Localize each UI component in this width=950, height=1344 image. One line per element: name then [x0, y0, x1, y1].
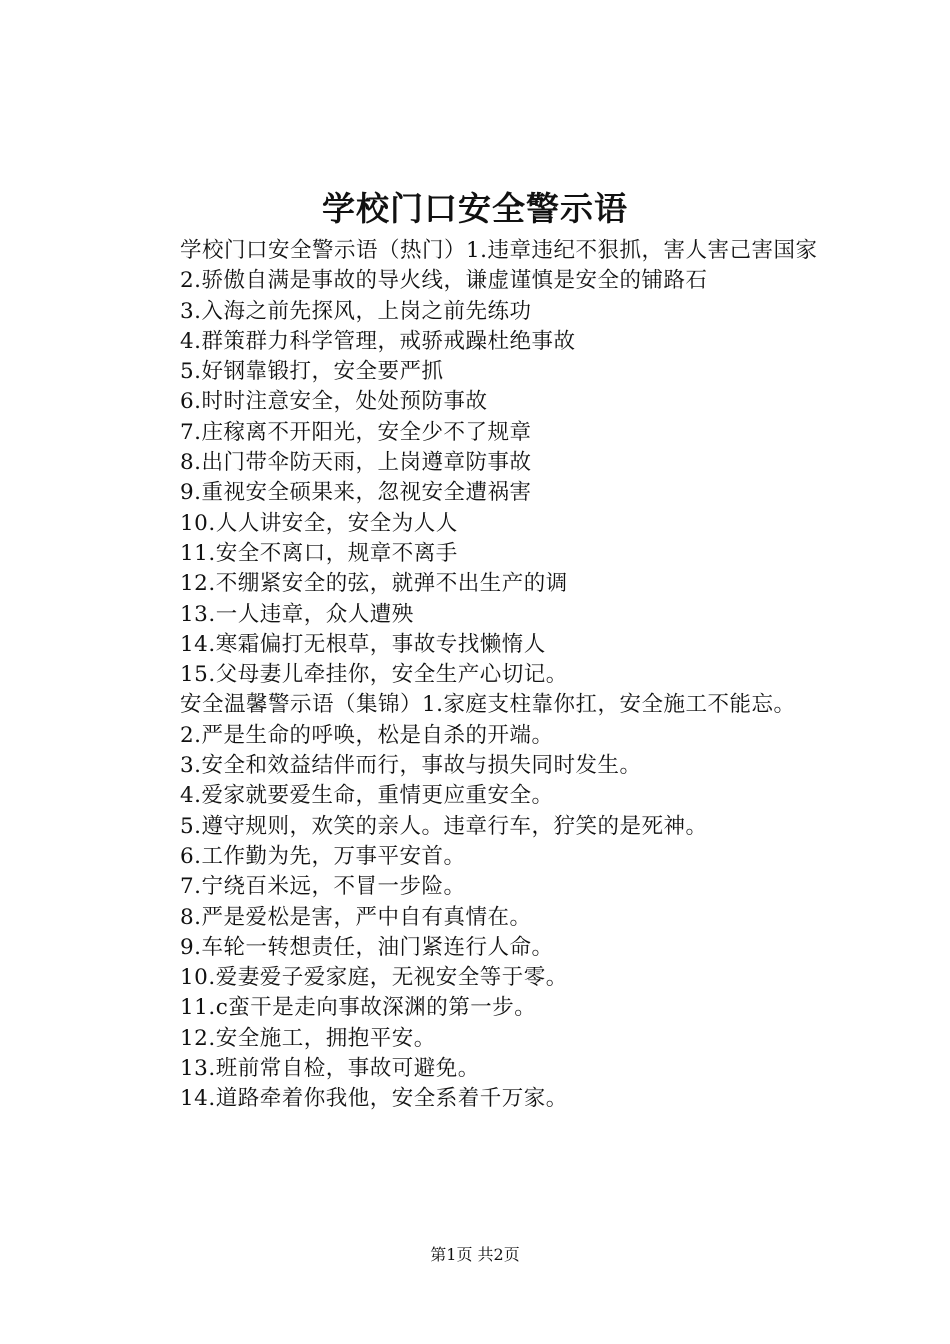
paragraph: 9.车轮一转想责任，油门紧连行人命。	[180, 934, 554, 960]
paragraph: 8.出门带伞防天雨，上岗遵章防事故	[180, 450, 532, 476]
document-title: 学校门口安全警示语	[322, 189, 628, 228]
paragraph: 3.入海之前先探风，上岗之前先练功	[180, 298, 532, 324]
paragraph: 6.时时注意安全，处处预防事故	[180, 389, 488, 415]
paragraph: 11.c蛮干是走向事故深渊的第一步。	[180, 995, 537, 1021]
paragraph: 14.道路牵着你我他，安全系着千万家。	[180, 1086, 568, 1112]
paragraph: 10.爱妻爱子爱家庭，无视安全等于零。	[180, 965, 568, 991]
paragraph: 2.严是生命的呼唤，松是自杀的开端。	[180, 722, 554, 748]
paragraph: 11.安全不离口，规章不离手	[180, 540, 458, 566]
paragraph: 5.好钢靠锻打，安全要严抓	[180, 359, 444, 385]
paragraph: 13.班前常自检，事故可避免。	[180, 1056, 480, 1082]
paragraph: 10.人人讲安全，安全为人人	[180, 510, 458, 536]
paragraph: 7.庄稼离不开阳光，安全少不了规章	[180, 419, 532, 445]
paragraph: 15.父母妻儿牵挂你，安全生产心切记。	[180, 662, 568, 688]
paragraph: 13.一人违章，众人遭殃	[180, 601, 414, 627]
paragraph: 8.严是爱松是害，严中自有真情在。	[180, 904, 532, 930]
paragraph: 4.群策群力科学管理，戒骄戒躁杜绝事故	[180, 328, 576, 354]
paragraph: 12.不绷紧安全的弦，就弹不出生产的调	[180, 571, 568, 597]
paragraph: 2.骄傲自满是事故的导火线，谦虚谨慎是安全的铺路石	[180, 268, 708, 294]
document-body	[130, 236, 835, 1115]
paragraph: 4.爱家就要爱生命，重情更应重安全。	[180, 783, 554, 809]
paragraph: 安全温馨警示语（集锦）1.家庭支柱靠你扛，安全施工不能忘。	[180, 692, 796, 718]
paragraph: 14.寒霜偏打无根草，事故专找懒惰人	[180, 631, 546, 657]
page-number-footer: 第1页 共2页	[430, 1245, 520, 1264]
paragraph: 12.安全施工，拥抱平安。	[180, 1025, 436, 1051]
paragraph: 7.宁绕百米远，不冒一步险。	[180, 874, 466, 900]
paragraph: 6.工作勤为先，万事平安首。	[180, 843, 466, 869]
paragraph: 3.安全和效益结伴而行，事故与损失同时发生。	[180, 753, 642, 779]
paragraph: 5.遵守规则，欢笑的亲人。违章行车，狞笑的是死神。	[180, 813, 708, 839]
paragraph: 学校门口安全警示语（热门）1.违章违纪不狠抓，害人害己害国家	[180, 238, 818, 263]
paragraph: 9.重视安全硕果来，忽视安全遭祸害	[180, 480, 532, 506]
